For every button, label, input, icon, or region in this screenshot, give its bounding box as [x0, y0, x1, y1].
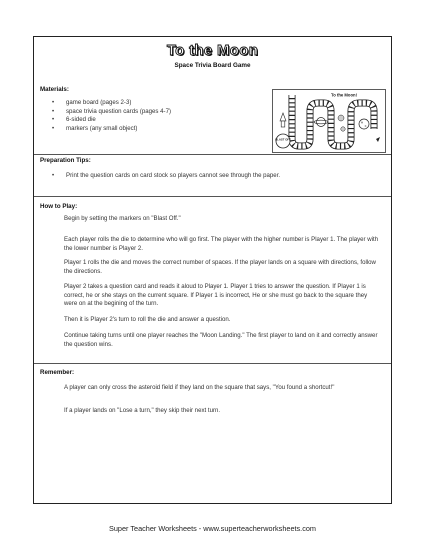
materials-heading: Materials:	[40, 86, 69, 93]
list-item: • 6-sided die	[52, 116, 171, 125]
footer-url-link[interactable]: www.superteacherworksheets.com	[203, 524, 316, 533]
list-item: • game board (pages 2-3)	[52, 99, 171, 108]
page-subtitle: Space Trivia Board Game	[174, 62, 251, 69]
section-divider	[34, 154, 391, 155]
asteroid-icon	[341, 127, 345, 131]
footer	[0, 524, 425, 533]
list-item: • space trivia question cards (pages 4-7)	[52, 108, 171, 117]
planet-icon	[317, 118, 326, 127]
remember-paragraph: If a player lands on "Lose a turn," they skip their next turn.	[64, 407, 221, 414]
how-to-play-paragraph: Player 1 rolls the die and moves the correct number of spaces. If the player lands on a square with directions, follow the directions.	[64, 259, 376, 275]
preparation-list	[52, 172, 280, 181]
footer-separator: -	[196, 524, 204, 533]
list-item: • Print the question cards on card stock so players cannot see through the paper.	[52, 172, 280, 181]
section-divider	[34, 196, 391, 197]
how-to-play-paragraph: Then it is Player 2's turn to roll the die and answer a question.	[64, 316, 231, 323]
footer-brand: Super Teacher Worksheets	[109, 524, 197, 533]
game-board-thumbnail	[272, 89, 386, 153]
how-to-play-paragraph: Begin by setting the markers on "Blast Off."	[64, 215, 181, 222]
how-to-play-paragraph: Each player rolls the die to determine who will go first. The player with the higher number is Player 1. The player with the lower number is Player 2.	[64, 236, 379, 252]
board-banner-text: To the Moon!	[331, 92, 357, 98]
how-to-play-heading: How to Play:	[40, 203, 78, 210]
page-title: To the Moon	[166, 42, 259, 59]
remember-paragraph: A player can only cross the asteroid field if they land on the square that says, "You found a shortcut!"	[64, 384, 335, 391]
blast-off-label: BLAST OFF	[275, 137, 291, 142]
list-item: • markers (any small object)	[52, 125, 171, 134]
how-to-play-paragraph: Continue taking turns until one player reaches the "Moon Landing." The first player to land on it and correctly answer the question wins.	[64, 332, 378, 348]
asteroid-icon	[338, 115, 344, 121]
remember-heading: Remember:	[40, 369, 75, 376]
moon-icon	[359, 119, 369, 129]
materials-list	[52, 99, 171, 134]
section-divider	[34, 363, 391, 364]
how-to-play-paragraph: Player 2 takes a question card and reads it aloud to Player 1. Player 1 tries to answer the question. If Player 1 is correct, he or she stays on the current square. If Player 1 is incorrect, He or she must go back to the square they were on at the begining of the turn.	[64, 283, 368, 308]
preparation-heading: Preparation Tips:	[40, 157, 91, 164]
